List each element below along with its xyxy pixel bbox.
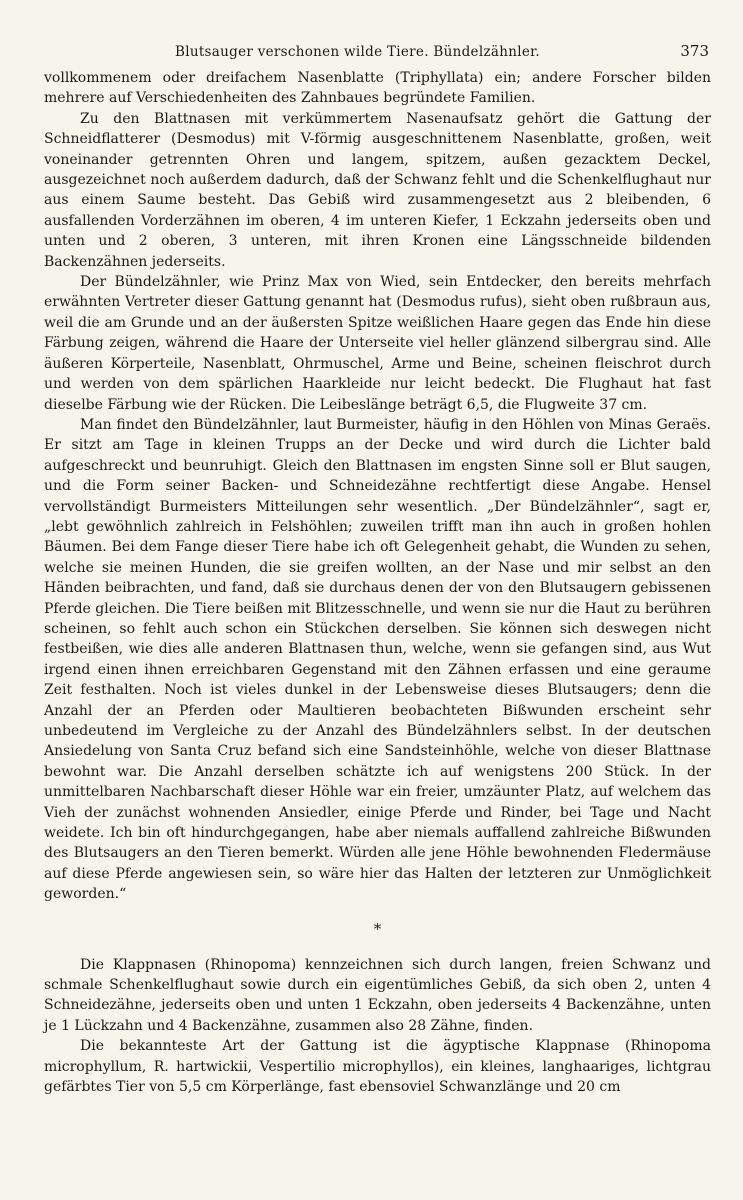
- paragraph-aegyptische-klappnase: Die bekannteste Art der Gattung ist die ägyptische Klappnase (Rhinopoma microphyllum, R. hartwickii, Vespertilio microphyllos), ein kleines, langhaariges, lichtgrau gefärbtes Tier von 5,5 cm Körperlänge, fast ebensoviel Schwanzlänge und 20 cm: [44, 1038, 711, 1096]
- page-number: 373: [680, 42, 709, 60]
- paragraph-continued: vollkommenem oder dreifachem Nasenblatte (Triphyllata) ein; andere Forscher bilden mehrere auf Verschiedenheiten des Zahnbaues begründete Familien.: [44, 70, 711, 107]
- running-header: [44, 42, 711, 68]
- book-page: [44, 42, 711, 1098]
- section-separator-asterisk: *: [373, 919, 382, 938]
- paragraph-klappnasen-genus: Die Klappnasen (Rhinopoma) kennzeichnen sich durch langen, freien Schwanz und schmale Schenkelflughaut sowie durch ein eigentümliches Gebiß, da sich oben 2, unten 4 Schneidezähne, jederseits oben und unten 1 Eckzahn, oben jederseits 4 Backenzähne, unten je 1 Lückzahn und 4 Backenzähne, zusammen also 28 Zähne, finden.: [44, 956, 711, 1034]
- paragraph-desmodus-genus: Zu den Blattnasen mit verkümmertem Nasenaufsatz gehört die Gattung der Schneidflatterer (Desmodus) mit V-förmig ausgeschnittenem Nasenblatte, großen, weit voneinander getrennten Ohren und langem, spitzem, außen gezacktem Deckel, ausgezeichnet noch außerdem dadurch, daß der Schwanz fehlt und die Schenkelflughaut nur aus einem Saume besteht. Das Gebiß wird zusammengesetzt aus 2 bleibenden, 6 ausfallenden Vorderzähnen im oberen, 4 im unteren Kiefer, 1 Eckzahn jederseits oben und unten und 2 oberen, 3 unteren, mit ihren Kronen eine Längsschneide bildenden Backenzähnen jederseits.: [44, 110, 711, 270]
- body-text: [44, 68, 711, 1098]
- paragraph-buendelzaehnler-description: Der Bündelzähnler, wie Prinz Max von Wied, sein Entdecker, den bereits mehrfach erwähnten Vertreter dieser Gattung genannt hat (Desmodus rufus), sieht oben rußbraun aus, weil die am Grunde und an der äußersten Spitze weißlichen Haare gegen das Ende hin diese Färbung zeigen, während die Haare der Unterseite viel heller glänzend silbergrau sind. Alle äußeren Körperteile, Nasenblatt, Ohrmuschel, Arme und Beine, scheinen fleischrot durch und werden von dem spärlichen Haarkleide nur leicht bedeckt. Die Flughaut hat fast dieselbe Färbung wie der Rücken. Die Leibeslänge beträgt 6,5, die Flugweite 37 cm.: [44, 274, 711, 413]
- paragraph-buendelzaehnler-behaviour: Man findet den Bündelzähnler, laut Burmeister, häufig in den Höhlen von Minas Geraës. Er sitzt am Tage in kleinen Trupps an der Decke und wird durch die Lichter bald aufgeschreckt und beunruhigt. Gleich den Blattnasen im engsten Sinne soll er Blut saugen, und die Form seiner Backen- und Schneidezähne rechtfertigt diese Angabe. Hensel vervollständigt Burmeisters Mitteilungen sehr wesentlich. „Der Bündelzähnler“, sagt er, „lebt gewöhnlich zahlreich in Felshöhlen; zuweilen trifft man ihn auch in großen hohlen Bäumen. Bei dem Fange dieser Tiere habe ich oft Gelegenheit gehabt, die Wunden zu sehen, welche sie meinen Hunden, die sie greifen wollten, an der Nase und mir selbst an den Händen beibrachten, und fand, daß sie durchaus denen der von den Blutsaugern gebissenen Pferde gleichen. Die Tiere beißen mit Blitzesschnelle, und wenn sie nur die Haut zu berühren scheinen, so fehlt auch schon ein Stückchen derselben. Sie können sich deswegen nicht festbeißen, wie dies alle anderen Blattnasen thun, welche, wenn sie gefangen sind, aus Wut irgend einen ihnen erreichbaren Gegenstand mit den Zähnen erfassen und eine geraume Zeit festhalten. Noch ist vieles dunkel in der Lebensweise dieses Blutsaugers; denn die Anzahl der an Pferden oder Maultieren beobachteten Bißwunden erscheint sehr unbedeutend im Vergleiche zu der Anzahl des Bündelzähnlers selbst. In der deutschen Ansiedelung von Santa Cruz befand sich eine Sandsteinhöhle, welche von dieser Blattnase bewohnt war. Die Anzahl derselben schätzte ich auf wenigstens 200 Stück. In der unmittelbaren Nachbarschaft dieser Höhle war ein freier, umzäunter Platz, auf welchem das Vieh der zunächst wohnenden Ansiedler, einige Pferde und Rinder, bei Tage und Nacht weidete. Ich bin oft hindurchgegangen, habe aber niemals auffallend zahlreiche Bißwunden des Blutsaugers an den Tieren bemerkt. Würden alle jene Höhle bewohnenden Fledermäuse auf diese Pferde angewiesen sein, so wäre hier das Halten der letzteren zur Unmöglichkeit geworden.“: [44, 416, 711, 903]
- running-title: Blutsauger verschonen wilde Tiere. Bündelzähnler.: [175, 44, 540, 60]
